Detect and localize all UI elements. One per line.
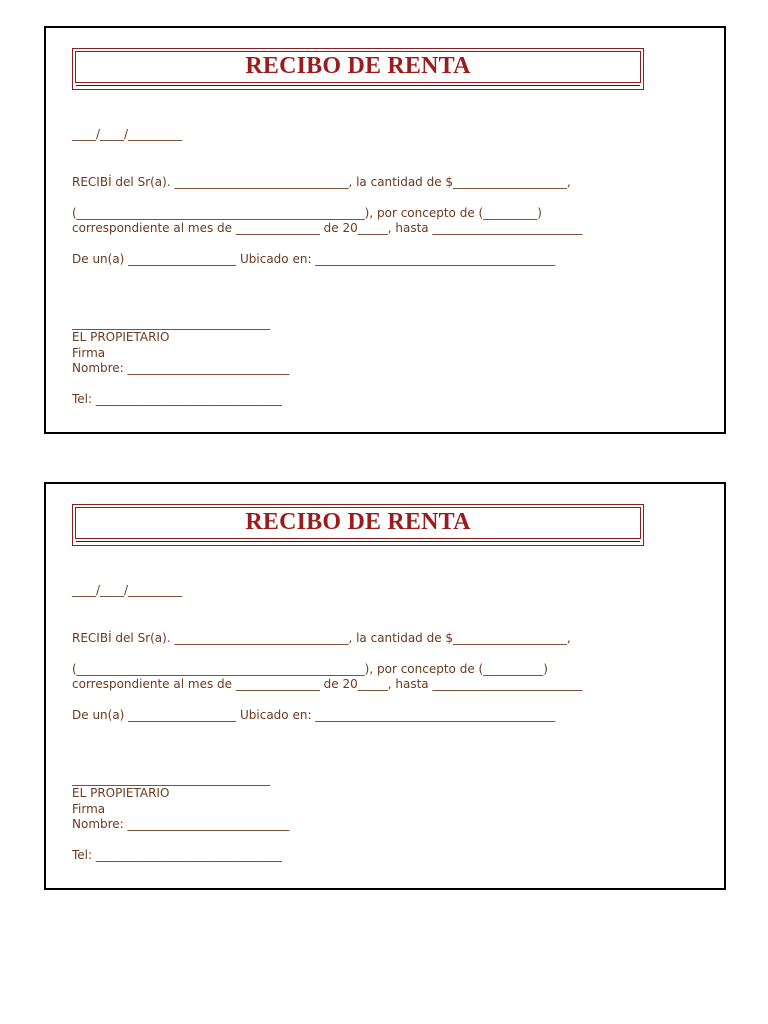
date-field: ____/____/_________: [72, 127, 183, 141]
property-location-line: De un(a) __________________ Ubicado en: ________________________________________: [72, 252, 556, 266]
date-field: ____/____/_________: [72, 583, 183, 597]
received-from-line: RECIBÍ del Sr(a). _____________________________, la cantidad de $___________________,: [72, 631, 571, 645]
receipt-form: [44, 26, 726, 434]
title-frame: [72, 504, 644, 546]
owner-label: EL PROPIETARIO: [72, 786, 170, 800]
tel-field: Tel: _______________________________: [72, 848, 282, 862]
amount-words-line: (________________________________________________), por concepto de (__________): [72, 662, 548, 676]
receipt-form: [44, 482, 726, 890]
signature-line: _________________________________: [72, 772, 270, 786]
owner-label: EL PROPIETARIO: [72, 330, 170, 344]
amount-words-line: (________________________________________________), por concepto de (_________): [72, 206, 542, 220]
month-period-line: correspondiente al mes de ______________ de 20_____, hasta _________________________: [72, 221, 583, 235]
nombre-field: Nombre: ___________________________: [72, 817, 290, 831]
firma-label: Firma: [72, 346, 106, 360]
tel-field: Tel: _______________________________: [72, 392, 282, 406]
property-location-line: De un(a) __________________ Ubicado en: ________________________________________: [72, 708, 556, 722]
receipt-title: RECIBO DE RENTA: [245, 509, 471, 535]
signature-line: _________________________________: [72, 316, 270, 330]
receipt-title: RECIBO DE RENTA: [245, 53, 471, 79]
month-period-line: correspondiente al mes de ______________ de 20_____, hasta _________________________: [72, 677, 583, 691]
nombre-field: Nombre: ___________________________: [72, 361, 290, 375]
received-from-line: RECIBÍ del Sr(a). _____________________________, la cantidad de $___________________,: [72, 175, 571, 189]
title-frame: [72, 48, 644, 90]
firma-label: Firma: [72, 802, 106, 816]
